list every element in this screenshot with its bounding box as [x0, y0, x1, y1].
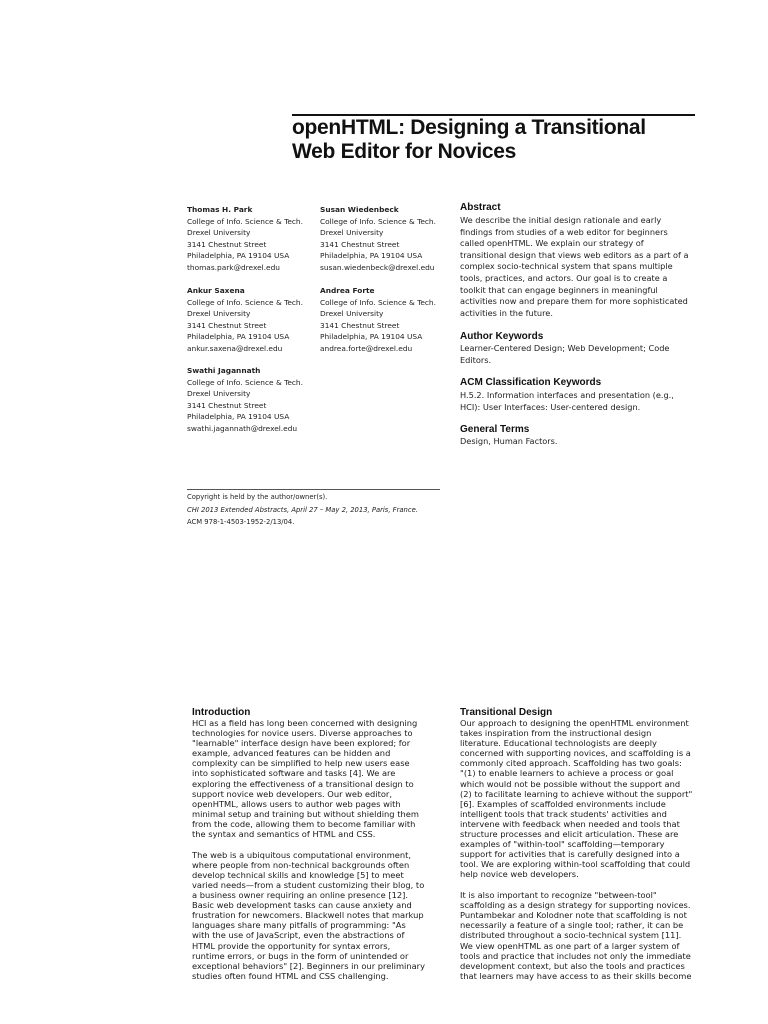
body-line: which would not be possible without the support and: [460, 778, 681, 789]
copyright-line: Copyright is held by the author/owner(s).: [187, 493, 328, 501]
body-line: "learnable" interface design have been explored; for: [192, 738, 411, 749]
body-line: Basic web development tasks can cause anxiety and: [192, 900, 412, 911]
author-block: [187, 285, 303, 355]
body-line: takes inspiration from the instructional design: [460, 728, 652, 739]
terms-line: Design, Human Factors.: [460, 436, 558, 446]
author-email: andrea.forte@drexel.edu: [320, 343, 413, 353]
author-name: Thomas H. Park: [187, 205, 253, 214]
author-block: [187, 204, 303, 274]
abstract-line: activities now and prepare them for more sophisticated: [460, 296, 688, 307]
title-line-1: openHTML: Designing a Transitional: [292, 116, 646, 139]
author-affiliation: College of Info. Science & Tech.: [320, 297, 436, 307]
body-line: frustration for newcomers. Blackwell notes that markup: [192, 910, 424, 921]
body-line: We view openHTML as one part of a larger system of: [460, 940, 680, 951]
author-block: [320, 204, 436, 274]
copyright-rule: [187, 489, 440, 490]
body-line: technologies for novice users. Diverse approaches to: [192, 728, 413, 739]
author-university: Drexel University: [320, 309, 384, 319]
author-city: Philadelphia, PA 19104 USA: [320, 251, 423, 261]
body-line: HCI as a field has long been concerned with designing: [192, 718, 418, 728]
body-line: a business owner requiring an online presence [12].: [192, 890, 409, 901]
abstract-line: called openHTML. We explain our strategy of: [460, 238, 644, 249]
body-line: scaffolding as a design strategy for supporting novices.: [460, 900, 691, 911]
copyright-block: [187, 491, 418, 529]
abstract-heading: Abstract: [460, 202, 501, 213]
author-name: Susan Wiedenbeck: [320, 205, 399, 214]
abstract-line: We describe the initial design rationale and early: [460, 215, 662, 225]
title-line-2: Web Editor for Novices: [292, 140, 517, 163]
author-university: Drexel University: [187, 389, 251, 399]
author-street: 3141 Chestnut Street: [320, 239, 400, 249]
author-city: Philadelphia, PA 19104 USA: [187, 251, 290, 261]
author-street: 3141 Chestnut Street: [320, 320, 400, 330]
body-line: concerned with supporting novices, and scaffolding is a: [460, 748, 691, 759]
body-line: exceptional behaviors" [2]. Beginners in our preliminary: [192, 960, 426, 971]
body-line: the syntax and semantics of HTML and CSS.: [192, 829, 376, 840]
body-line: that learners may have access to as their skills become: [460, 970, 692, 981]
author-affiliation: College of Info. Science & Tech.: [320, 216, 436, 226]
body-line: (2) to facilitate learning to achieve without the support": [460, 788, 693, 799]
body-line: tools and practice that includes not only the immediate: [460, 950, 691, 961]
body-line: runtime errors, or bugs in the form of unintended or: [192, 950, 409, 961]
abstract-line: findings from studies of a web editor for beginners: [460, 226, 668, 237]
general-terms-text: [460, 436, 558, 448]
abstract-line: transitional design that views web editors as a part of a: [460, 249, 689, 260]
body-line: develop technical skills and knowledge [5] to meet: [192, 869, 404, 880]
author-name: Andrea Forte: [320, 286, 375, 295]
acm-line: H.5.2. Information interfaces and presentation (e.g.,: [460, 390, 674, 400]
author-email: thomas.park@drexel.edu: [187, 262, 280, 272]
body-line: example, advanced features can be hidden and: [192, 748, 391, 759]
author-block: [320, 285, 436, 355]
body-line: from the code, allowing them to become familiar with: [192, 818, 416, 829]
body-line: "(1) to enable learners to achieve a process or goal: [460, 768, 674, 779]
body-line: distributed throughout a socio-technical system [11].: [460, 930, 682, 941]
body-line: [6]. Examples of scaffolded environments include: [460, 798, 666, 809]
body-line: intelligent tools that track students' activities and: [460, 808, 667, 819]
body-line: with the use of JavaScript, even the abstractions of: [192, 930, 405, 941]
author-city: Philadelphia, PA 19104 USA: [320, 332, 423, 342]
body-line: necessarily a feature of a single tool; rather, it can be: [460, 920, 684, 931]
introduction-heading: Introduction: [192, 707, 251, 718]
body-line: structure processes and elicit articulation. These are: [460, 829, 679, 840]
body-line: help novice web developers.: [460, 869, 579, 880]
general-terms-heading: General Terms: [460, 424, 530, 435]
acm-line: HCI): User Interfaces: User-centered design.: [460, 401, 641, 412]
transitional-design-heading: Transitional Design: [460, 707, 553, 718]
author-university: Drexel University: [187, 309, 251, 319]
author-street: 3141 Chestnut Street: [187, 320, 267, 330]
author-block: [187, 365, 303, 435]
transitional-design-body: [460, 718, 692, 981]
author-name: Swathi Jagannath: [187, 366, 261, 375]
author-affiliation: College of Info. Science & Tech.: [187, 216, 303, 226]
body-line: literature. Educational technologists are deeply: [460, 738, 657, 749]
body-line: examples of "within-tool" scaffolding—temporary: [460, 839, 665, 850]
author-city: Philadelphia, PA 19104 USA: [187, 412, 290, 422]
abstract-line: toolkit that can engage beginners in meaningful: [460, 284, 658, 295]
body-line: intervene with feedback when needed and tools that: [460, 818, 680, 829]
body-line: minimal setup and training but without shielding them: [192, 808, 419, 819]
conference-line: CHI 2013 Extended Abstracts, April 27 – May 2, 2013, Paris, France.: [187, 505, 418, 514]
author-email: swathi.jagannath@drexel.edu: [187, 423, 298, 433]
body-line: exploring the effectiveness of a transitional design to: [192, 778, 414, 789]
author-keywords-heading: Author Keywords: [460, 331, 544, 342]
body-line: development context, but also the tools and practices: [460, 960, 685, 971]
body-line: languages share many pitfalls of programming: "As: [192, 920, 406, 931]
body-line: complexity can be simplified to help new users ease: [192, 758, 410, 769]
body-line: where people from non-technical backgrounds often: [192, 859, 410, 870]
abstract-line: complex socio-technical system that spans multiple: [460, 261, 673, 272]
body-line: support for activities that is carefully designed into a: [460, 849, 680, 860]
acm-classification-text: [460, 390, 674, 413]
abstract-line: tools, practices, and actors. Our goal is to create a: [460, 272, 668, 283]
body-line: Puntambekar and Kolodner note that scaffolding is not: [460, 910, 687, 921]
author-street: 3141 Chestnut Street: [187, 400, 267, 410]
introduction-body: [192, 718, 425, 981]
acm-classification-heading: ACM Classification Keywords: [460, 377, 602, 388]
body-line: commonly cited approach. Scaffolding has two goals:: [460, 758, 682, 769]
keywords-line: Editors.: [460, 354, 492, 365]
body-line: The web is a ubiquitous computational environment,: [192, 849, 412, 860]
author-street: 3141 Chestnut Street: [187, 239, 267, 249]
body-line: support novice web developers. Our web editor,: [192, 788, 392, 799]
body-line: varied needs—from a student customizing their blog, to: [192, 880, 425, 890]
body-line: studies often found HTML and CSS challenging.: [192, 970, 389, 981]
body-line: HTML provide the opportunity for syntax errors,: [192, 940, 391, 951]
body-line: It is also important to recognize "between-tool": [460, 890, 657, 901]
acm-isbn-line: ACM 978-1-4503-1952-2/13/04.: [187, 518, 295, 526]
author-city: Philadelphia, PA 19104 USA: [187, 332, 290, 342]
author-name: Ankur Saxena: [187, 286, 245, 295]
body-line: tool. We are exploring within-tool scaffolding that could: [460, 859, 691, 870]
keywords-line: Learner-Centered Design; Web Development; Code: [460, 343, 670, 353]
author-affiliation: College of Info. Science & Tech.: [187, 377, 303, 387]
body-line: openHTML, allows users to author web pages with: [192, 798, 401, 809]
paper-title: [292, 116, 702, 164]
body-line: Our approach to designing the openHTML environment: [460, 718, 689, 728]
abstract-line: activities in the future.: [460, 307, 553, 318]
author-affiliation: College of Info. Science & Tech.: [187, 297, 303, 307]
body-line: into sophisticated software and tasks [4]. We are: [192, 768, 396, 779]
author-email: ankur.saxena@drexel.edu: [187, 343, 283, 353]
abstract-text: [460, 215, 689, 319]
author-university: Drexel University: [187, 228, 251, 238]
author-email: susan.wiedenbeck@drexel.edu: [320, 262, 435, 272]
author-keywords-text: [460, 343, 669, 366]
author-university: Drexel University: [320, 228, 384, 238]
